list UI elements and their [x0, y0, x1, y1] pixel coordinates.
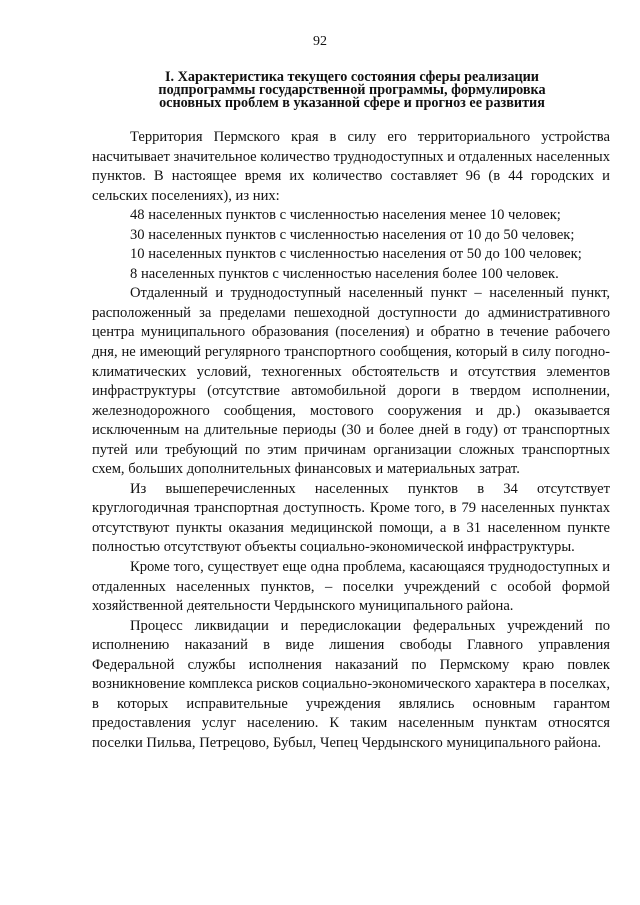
- paragraph-liquidation: Процесс ликвидации и передислокации федеральных учреждений по исполнению наказаний в виде лишения свободы Главного управления Федеральной службы исполнения наказаний по Пермскому краю повлек возникновение комплекса рисков социально-экономического характера в поселках, в которых исправительные учреждения являлись основным гарантом предоставления услуг населению. К таким населенным пунктам относятся поселки Пильва, Петрецово, Бубыл, Чепец Чердынского муниципального района.: [92, 617, 610, 751]
- settlement-list: [92, 206, 610, 284]
- paragraph-definition: Отдаленный и труднодоступный населенный пункт – населенный пункт, расположенный за пределами пешеходной доступности до административного центра муниципального образования (поселения) и обратно в течение рабочего дня, не имеющий регулярного транспортного сообщения, который в силу погодно-климатических условий, техногенных обстоятельств и отсутствия элементов инфраструктуры (отсутствие автомобильной дороги в твердом исполнении, железнодорожного сообщения, мостового сооружения и др.) оказывается исключенным на длительные периоды (30 и более дней в году) от транспортных путей или требующий по этим причинам организации сложных транспортных схем, больших дополнительных финансовых и материальных затрат.: [92, 285, 610, 478]
- section-heading-line: подпрограммы государственной программы, формулировка: [158, 82, 546, 98]
- section-heading-line: основных проблем в указанной сфере и прогноз ее развития: [159, 95, 545, 111]
- list-item: 8 населенных пунктов с численностью населения более 100 человек.: [130, 265, 559, 282]
- list-item: 30 населенных пунктов с численностью населения от 10 до 50 человек;: [130, 226, 575, 243]
- page-number: 92: [313, 34, 327, 49]
- paragraph-territory: Территория Пермского края в силу его территориального устройства насчитывает значительное количество труднодоступных и отдаленных населенных пунктов. В настоящее время их количество составляет 96 (в 44 городских и сельских поселениях), из них:: [92, 129, 610, 204]
- document-body: [92, 128, 610, 754]
- list-item: 48 населенных пунктов с численностью населения менее 10 человек;: [130, 207, 561, 224]
- list-item: 10 населенных пунктов с численностью населения от 50 до 100 человек;: [130, 246, 582, 263]
- paragraph-accessibility: Из вышеперечисленных населенных пунктов в 34 отсутствует круглогодичная транспортная доступность. Кроме того, в 79 населенных пунктах отсутствуют пункты оказания медицинской помощи, а в 31 населенном пункте полностью отсутствуют объекты социально-экономической инфраструктуры.: [92, 480, 610, 556]
- section-heading: [92, 71, 612, 110]
- paragraph-problem: Кроме того, существует еще одна проблема, касающаяся труднодоступных и отдаленных населенных пунктов, – поселки учреждений с особой формой хозяйственной деятельности Чердынского муниципального района.: [92, 559, 610, 615]
- section-heading-line: I. Характеристика текущего состояния сферы реализации: [165, 69, 539, 85]
